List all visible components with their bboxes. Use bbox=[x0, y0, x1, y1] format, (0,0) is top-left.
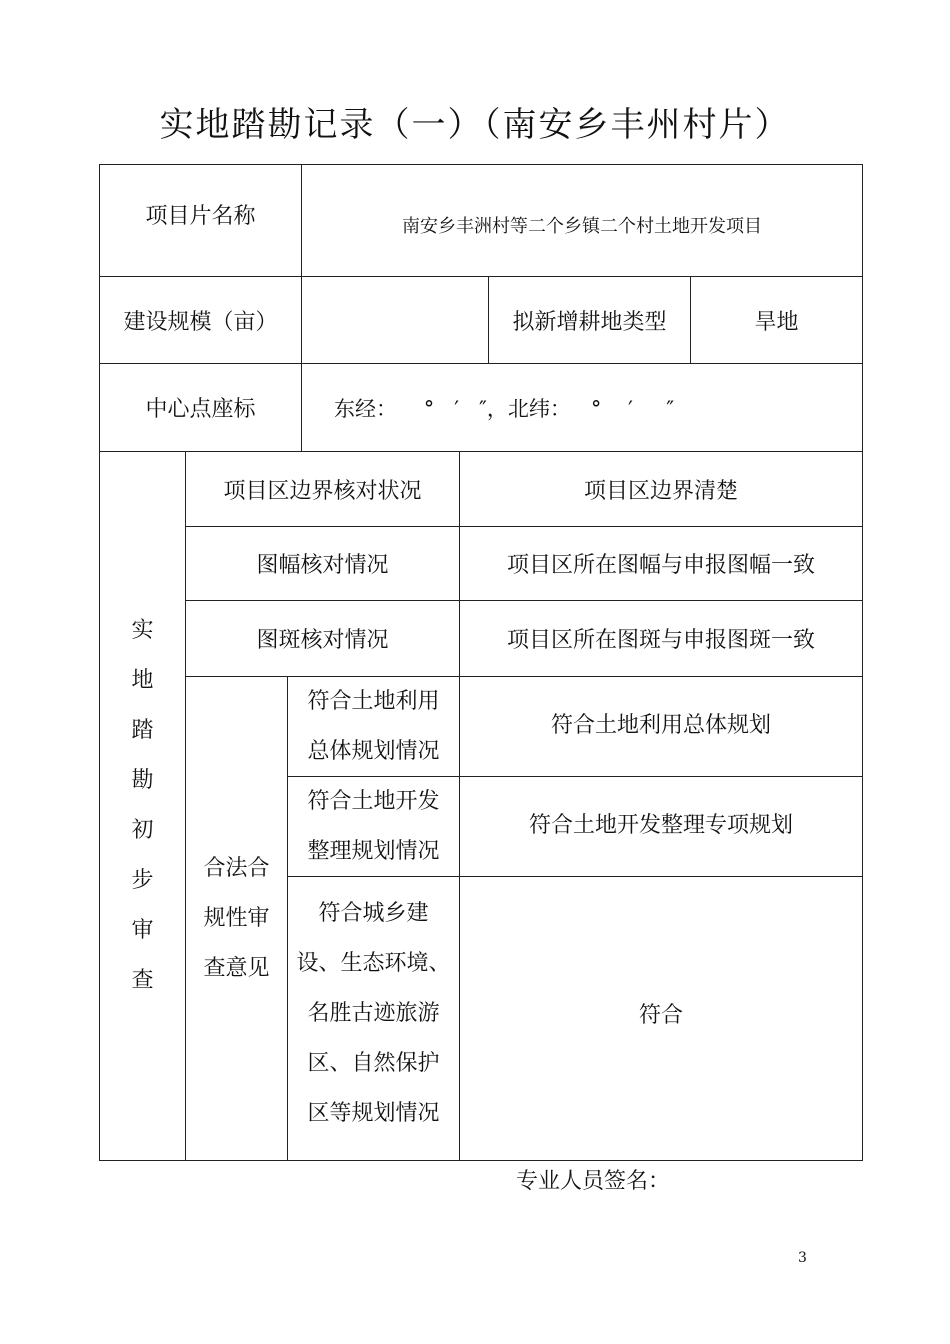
legality-review-line: 合法合 bbox=[203, 855, 270, 881]
project-name-value: 南安乡丰洲村等二个乡镇二个村土地开发项目 bbox=[402, 215, 762, 237]
map-sheet-check-value: 项目区所在图幅与申报图幅一致 bbox=[506, 553, 815, 578]
development-plan-value: 符合土地开发整理专项规划 bbox=[528, 812, 793, 838]
map-patch-check-value: 项目区所在图斑与申报图斑一致 bbox=[506, 628, 815, 653]
center-coordinate-value: 东经： ° ′ ″，北纬： ° ′ ″ bbox=[334, 396, 675, 421]
legality-review-label bbox=[203, 844, 269, 994]
scale-value bbox=[302, 277, 488, 363]
legality-review-line: 查意见 bbox=[203, 955, 270, 981]
legality-review-line: 规性审 bbox=[203, 905, 270, 931]
project-name-label: 项目片名称 bbox=[145, 204, 256, 229]
survey-section-label bbox=[131, 606, 153, 1006]
survey-section-char: 勘 bbox=[131, 768, 154, 793]
other-plans-line: 符合城乡建 bbox=[318, 901, 429, 926]
land-use-plan-label bbox=[307, 677, 439, 777]
land-use-plan-line: 总体规划情况 bbox=[307, 738, 440, 764]
other-plans-label bbox=[296, 889, 450, 1139]
center-coordinate-label: 中心点座标 bbox=[145, 397, 256, 422]
scale-label: 建设规模（亩） bbox=[123, 309, 278, 335]
page-title: 实地踏勘记录（一）（南安乡丰州村片） bbox=[159, 105, 791, 145]
land-use-plan-line: 符合土地利用 bbox=[307, 688, 440, 714]
other-plans-line: 名胜古迹旅游 bbox=[307, 1001, 440, 1026]
map-patch-check-label: 图斑核对情况 bbox=[256, 628, 389, 653]
land-use-plan-value: 符合土地利用总体规划 bbox=[550, 712, 771, 738]
boundary-check-label: 项目区边界核对状况 bbox=[223, 478, 422, 504]
survey-section-char: 步 bbox=[131, 868, 154, 893]
other-plans-line: 设、生态环境、 bbox=[296, 951, 451, 976]
development-plan-label bbox=[307, 777, 439, 877]
survey-section-char: 踏 bbox=[131, 718, 154, 743]
survey-section-char: 地 bbox=[131, 668, 154, 693]
land-type-value: 旱地 bbox=[754, 309, 799, 335]
other-plans-value: 符合 bbox=[638, 1003, 683, 1028]
development-plan-line: 整理规划情况 bbox=[307, 838, 440, 864]
survey-section-char: 审 bbox=[131, 918, 154, 943]
map-sheet-check-label: 图幅核对情况 bbox=[256, 553, 389, 578]
other-plans-line: 区等规划情况 bbox=[307, 1101, 440, 1126]
survey-section-char: 初 bbox=[131, 818, 154, 843]
signature-label: 专业人员签名： bbox=[516, 1169, 671, 1194]
boundary-check-value: 项目区边界清楚 bbox=[583, 478, 738, 504]
land-type-label: 拟新增耕地类型 bbox=[512, 309, 667, 335]
survey-section-char: 实 bbox=[131, 618, 154, 643]
other-plans-line: 区、自然保护 bbox=[307, 1051, 440, 1076]
page-number: 3 bbox=[798, 1250, 807, 1266]
survey-section-char: 查 bbox=[131, 968, 154, 993]
development-plan-line: 符合土地开发 bbox=[307, 788, 440, 814]
